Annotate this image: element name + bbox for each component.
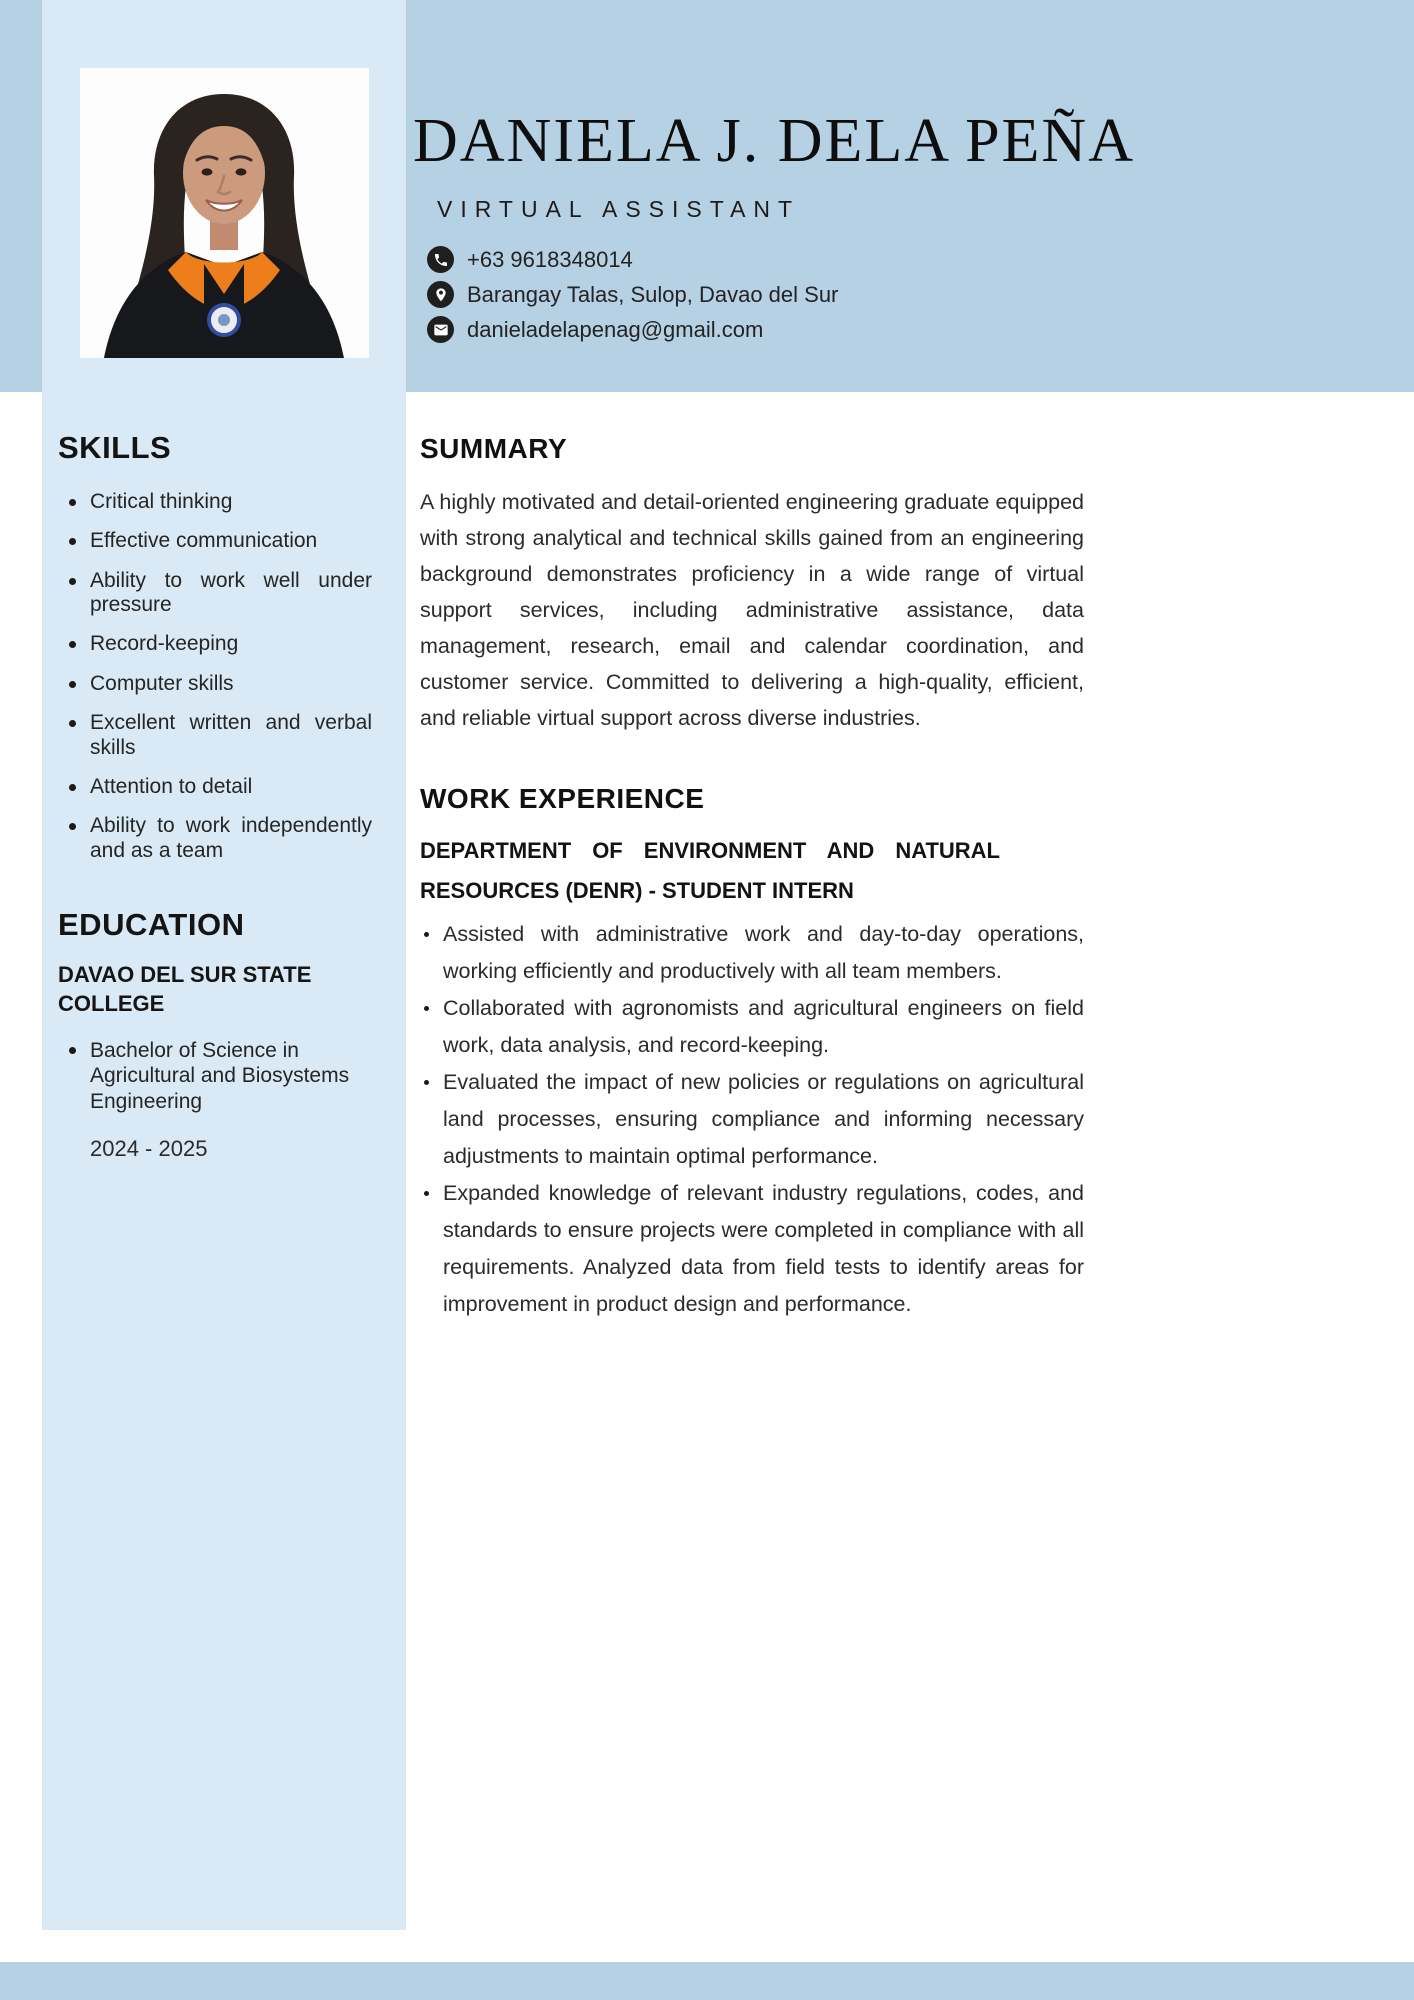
- skill-item: Ability to work well under pressure: [58, 569, 372, 618]
- skill-item: Computer skills: [58, 672, 372, 696]
- main-column: [420, 433, 1084, 1323]
- graduate-portrait-illustration: [80, 68, 369, 358]
- location-icon: [427, 281, 454, 308]
- contact-email: [427, 316, 838, 343]
- job-title: VIRTUAL ASSISTANT: [437, 196, 801, 222]
- education-heading: EDUCATION: [58, 906, 245, 942]
- work-bullet: Expanded knowledge of relevant industry regulations, codes, and standards to ensure projects were completed in compliance with all requirements. Analyzed data from field tests to identify areas for improvement in product design and performance.: [420, 1175, 1084, 1323]
- summary-heading: SUMMARY: [420, 433, 568, 464]
- sidebar: [58, 430, 372, 1162]
- skill-item: Excellent written and verbal skills: [58, 711, 372, 760]
- summary-paragraph: A highly motivated and detail-oriented engineering graduate equipped with strong analytical and technical skills gained from an engineering background demonstrates proficiency in a wide range of virtual support services, including administrative assistance, data management, research, email and calendar coordination, and customer service. Committed to delivering a high-quality, efficient, and reliable virtual support across diverse industries.: [420, 490, 1084, 730]
- work-bullet: Evaluated the impact of new policies or regulations on agricultural land processes, ensuring compliance and informing necessary adjustments to maintain optimal performance.: [420, 1064, 1084, 1175]
- work-experience-heading: WORK EXPERIENCE: [420, 783, 705, 814]
- footer-band: [0, 1962, 1414, 2000]
- school-name: DAVAO DEL SUR STATE COLLEGE: [58, 961, 312, 1016]
- work-bullet: Assisted with administrative work and day-to-day operations, working efficiently and productively with all team members.: [420, 916, 1084, 990]
- skill-item: Record-keeping: [58, 632, 372, 656]
- phone-icon: [427, 246, 454, 273]
- phone-number: +63 9618348014: [467, 246, 633, 272]
- education-years: 2024 - 2025: [90, 1135, 208, 1161]
- contact-block: [427, 246, 838, 351]
- skill-item: Ability to work independently and as a team: [58, 814, 372, 863]
- mail-icon: [427, 316, 454, 343]
- person-name: DANIELA J. DELA PEÑA: [413, 107, 1135, 175]
- employer-title: DEPARTMENT OF ENVIRONMENT AND NATURAL RESOURCES (DENR) - STUDENT INTERN: [420, 838, 1000, 903]
- skills-list: [58, 490, 372, 863]
- work-bullet: Collaborated with agronomists and agricultural engineers on field work, data analysis, and record-keeping.: [420, 990, 1084, 1064]
- skill-item: Attention to detail: [58, 775, 372, 799]
- contact-phone: [427, 246, 838, 273]
- left-accent-band: [0, 0, 42, 392]
- email-address: danieladelapenag@gmail.com: [467, 316, 764, 342]
- address: Barangay Talas, Sulop, Davao del Sur: [467, 281, 839, 307]
- skill-item: Critical thinking: [58, 490, 372, 514]
- contact-location: [427, 281, 838, 308]
- skills-heading: SKILLS: [58, 430, 172, 465]
- profile-photo: [80, 68, 369, 358]
- work-experience-list: [420, 916, 1084, 1323]
- degree-item: Bachelor of Science in Agricultural and Biosystems Engineering: [58, 1038, 370, 1114]
- skill-item: Effective communication: [58, 529, 372, 553]
